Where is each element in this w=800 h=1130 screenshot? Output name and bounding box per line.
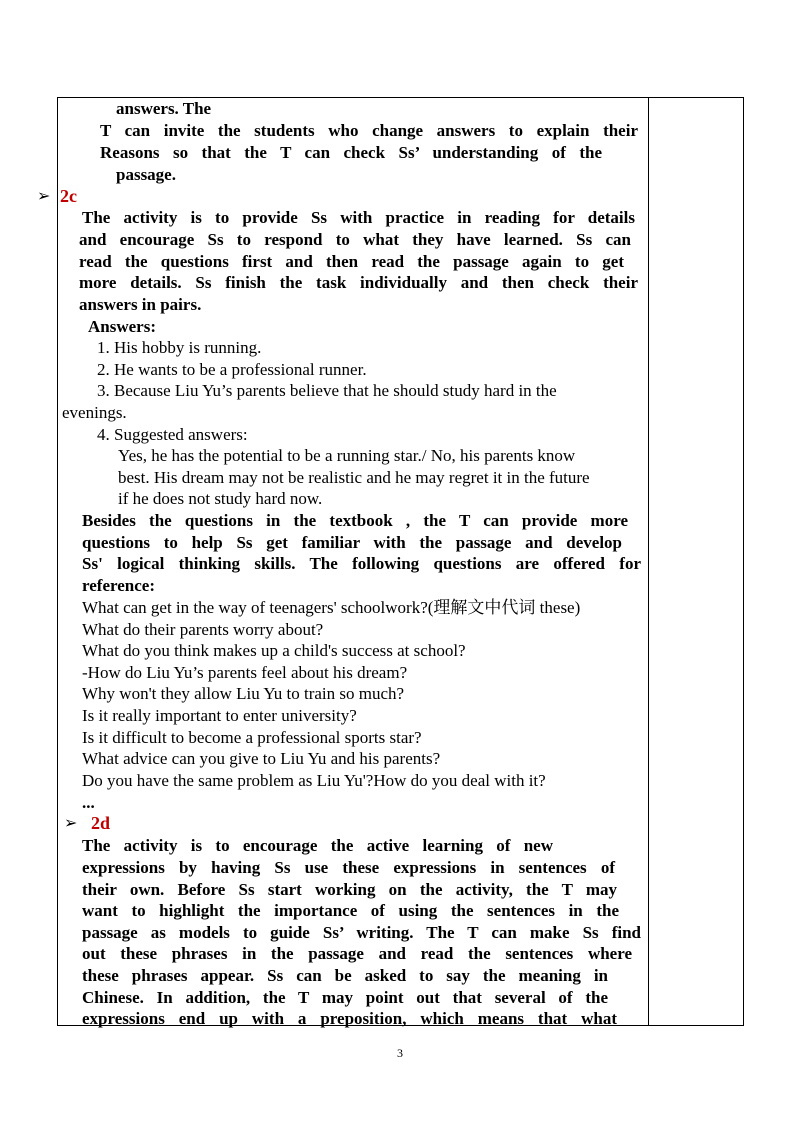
- answer-item: 4. Suggested answers:: [97, 425, 248, 444]
- paragraph-line: more details. Ss finish the task individually and then check their: [79, 273, 638, 292]
- paragraph-line: expressions end up with a preposition, which means that what: [82, 1009, 617, 1028]
- paragraph-line: answers in pairs.: [79, 295, 202, 314]
- paragraph-line: The activity is to provide Ss with practice in reading for details: [82, 208, 635, 227]
- question-item: -How do Liu Yu’s parents feel about his dream?: [82, 663, 408, 682]
- intro-line: T can invite the students who change answers to explain their: [100, 121, 638, 140]
- intro-line: answers. The: [116, 99, 212, 118]
- paragraph-line: these phrases appear. Ss can be asked to say the meaning in: [82, 966, 608, 985]
- paragraph-line: The activity is to encourage the active learning of new: [82, 836, 553, 855]
- question-item: Is it really important to enter university?: [82, 706, 357, 725]
- paragraph-line: their own. Before Ss start working on the activity, the T may: [82, 880, 617, 899]
- paragraph-line: Ss' logical thinking skills. The following questions are offered for: [82, 554, 641, 573]
- intro-line: Reasons so that the T can check Ss’ understanding of the: [100, 143, 602, 162]
- bullet-arrow-icon: ➢: [64, 815, 78, 832]
- paragraph-line: and encourage Ss to respond to what they have learned. Ss can: [79, 230, 631, 249]
- question-item: What can get in the way of teenagers' schoolwork?(理解文中代词 these): [82, 598, 581, 617]
- answer-item: Yes, he has the potential to be a running star./ No, his parents know: [118, 446, 576, 465]
- paragraph-line: questions to help Ss get familiar with the passage and develop: [82, 533, 622, 552]
- section-heading-2d: 2d: [91, 813, 111, 833]
- answer-item: if he does not study hard now.: [118, 489, 323, 508]
- bullet-arrow-icon: ➢: [37, 188, 51, 205]
- answer-item: best. His dream may not be realistic and he may regret it in the future: [118, 468, 590, 487]
- question-item: What do you think makes up a child's success at school?: [82, 641, 466, 660]
- answer-item: 3. Because Liu Yu’s parents believe that he should study hard in the: [97, 381, 557, 400]
- question-item: What advice can you give to Liu Yu and his parents?: [82, 749, 441, 768]
- answer-item: evenings.: [62, 403, 127, 422]
- question-item: What do their parents worry about?: [82, 620, 324, 639]
- question-item: Why won't they allow Liu Yu to train so much?: [82, 684, 405, 703]
- intro-line: passage.: [116, 165, 176, 184]
- paragraph-line: out these phrases in the passage and read the sentences where: [82, 944, 632, 963]
- paragraph-line: expressions by having Ss use these expressions in sentences of: [82, 858, 615, 877]
- answers-label: Answers:: [88, 317, 156, 336]
- section-heading-2c: 2c: [60, 186, 77, 206]
- ellipsis: ...: [82, 793, 95, 812]
- question-item: Do you have the same problem as Liu Yu'?How do you deal with it?: [82, 771, 546, 790]
- answer-item: 2. He wants to be a professional runner.: [97, 360, 367, 379]
- paragraph-line: reference:: [82, 576, 155, 595]
- paragraph-line: Chinese. In addition, the T may point out that several of the: [82, 988, 608, 1007]
- answer-item: 1. His hobby is running.: [97, 338, 262, 357]
- question-item: Is it difficult to become a professional sports star?: [82, 728, 422, 747]
- paragraph-line: read the questions first and then read the passage again to get: [79, 252, 624, 271]
- table-column-divider: [648, 97, 649, 1026]
- paragraph-line: want to highlight the importance of using the sentences in the: [82, 901, 619, 920]
- page-number: 3: [397, 1046, 403, 1060]
- paragraph-line: passage as models to guide Ss’ writing. The T can make Ss find: [82, 923, 641, 942]
- paragraph-line: Besides the questions in the textbook , the T can provide more: [82, 511, 628, 530]
